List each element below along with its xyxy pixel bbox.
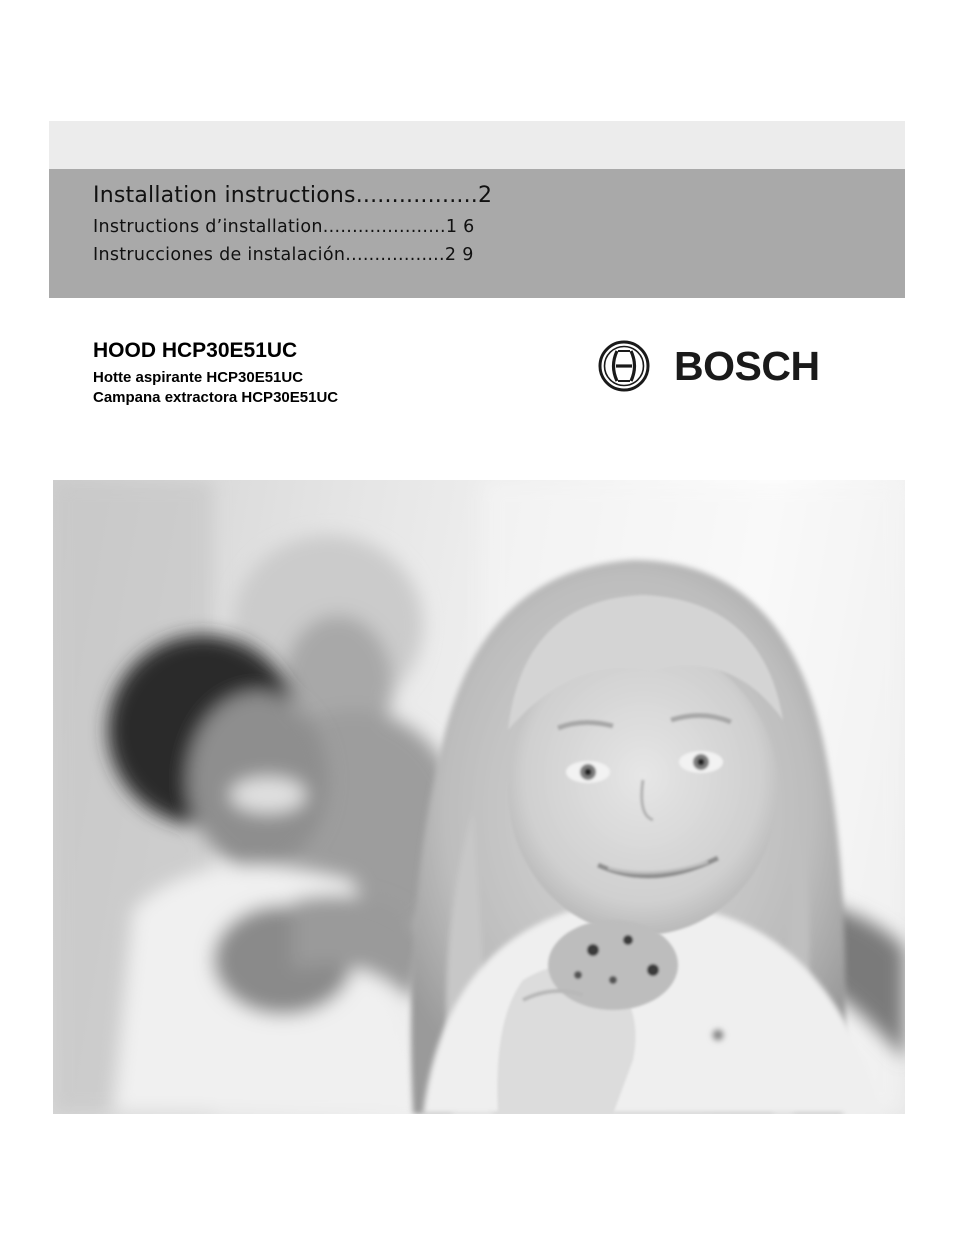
toc-page: 2 9	[444, 245, 474, 265]
toc-entry-french[interactable]	[93, 217, 475, 237]
table-of-contents	[49, 169, 905, 298]
toc-page: 1 6	[445, 217, 475, 237]
toc-dots: .................	[345, 245, 445, 265]
toc-label: Instrucciones de instalación	[93, 245, 346, 265]
toc-entry-spanish[interactable]	[93, 245, 474, 265]
toc-entry-english[interactable]	[93, 183, 492, 208]
bosch-wordmark: BOSCH	[674, 342, 820, 389]
toc-page: 2	[477, 183, 493, 208]
product-subtitle-spanish: Campana extractora HCP30E51UC	[93, 389, 339, 406]
header-light-band	[49, 121, 905, 169]
family-photo	[53, 480, 905, 1114]
product-title: HOOD HCP30E51UC	[93, 339, 298, 362]
toc-label: Instructions d’installation	[93, 217, 323, 237]
bosch-logo	[598, 340, 828, 392]
product-subtitle-french: Hotte aspirante HCP30E51UC	[93, 369, 304, 386]
toc-dots: .....................	[322, 217, 446, 237]
toc-label: Installation instructions	[93, 183, 356, 208]
toc-dots: .................	[355, 183, 478, 208]
bosch-armature-icon	[598, 340, 650, 392]
